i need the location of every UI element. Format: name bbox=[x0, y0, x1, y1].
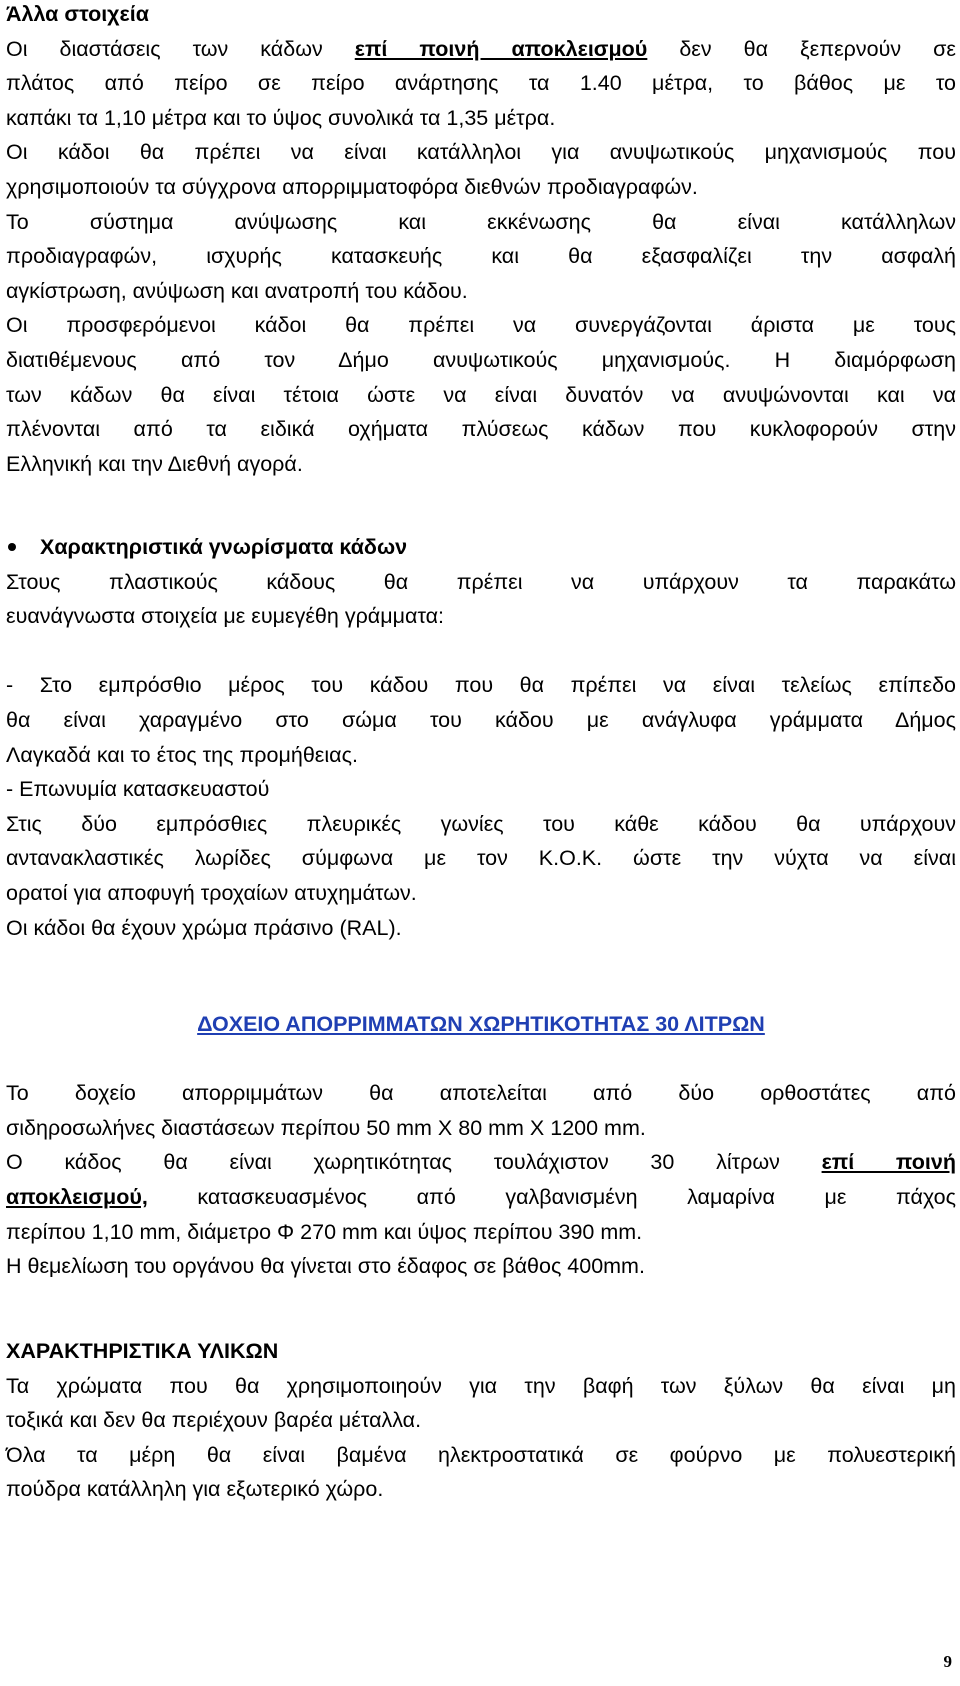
paragraph-line: χρησιμοποιούν τα σύγχρονα απορριμματοφόρα διεθνών προδιαγραφών. bbox=[6, 174, 698, 199]
section-bin-markings bbox=[6, 530, 956, 945]
paragraph-line: Στις δύο εμπρόσθιες πλευρικές γωνίες του κάθε κάδου θα υπάρχουν bbox=[6, 811, 956, 836]
paragraph-line: Όλα τα μέρη θα είναι βαμένα ηλεκτροστατικά σε φούρνο με πολυεστερική bbox=[6, 1442, 956, 1467]
paragraph-line: Οι κάδοι θα έχουν χρώμα πράσινο (RAL). bbox=[6, 915, 402, 940]
paragraph-line: Η θεμελίωση του οργάνου θα γίνεται στο έδαφος σε βάθος 400mm. bbox=[6, 1254, 645, 1279]
paragraph-line: σιδηροσωλήνες διαστάσεων περίπου 50 mm X 80 mm X 1200 mm. bbox=[6, 1115, 646, 1140]
bullet-heading bbox=[6, 530, 956, 565]
paragraph-line: των κάδων θα είναι τέτοια ώστε να είναι δυνατόν να ανυψώνονται και να bbox=[6, 382, 956, 407]
paragraph-line: καπάκι τα 1,10 μέτρα και το ύψος συνολικά τα 1,35 μέτρα. bbox=[6, 105, 556, 130]
paragraph-line: πλένονται από τα ειδικά οχήματα πλύσεως κάδων που κυκλοφορούν στην bbox=[6, 417, 956, 442]
emphasis-text: επί ποινή αποκλεισμού bbox=[354, 36, 648, 61]
paragraph-line: Τα χρώματα που θα χρησιμοποιηούν για την βαφή των ξύλων θα είναι μη bbox=[6, 1373, 956, 1398]
paragraph-line: - Επωνυμία κατασκευαστού bbox=[6, 777, 270, 802]
paragraph-line: πλάτος από πείρο σε πείρο ανάρτησης τα 1.40 μέτρα, το βάθος με το bbox=[6, 71, 956, 96]
section-other-details bbox=[6, 0, 956, 481]
paragraph-line: περίπου 1,10 mm, διάμετρο Φ 270 mm και ύψος περίπου 390 mm. bbox=[6, 1219, 643, 1244]
bullet-icon bbox=[8, 543, 16, 551]
section-materials bbox=[6, 1334, 956, 1507]
blank-line bbox=[6, 634, 956, 669]
emphasis-text: αποκλεισμού, bbox=[6, 1184, 148, 1209]
paragraph-line: διατιθέμενους από τον Δήμο ανυψωτικούς μηχανισμούς. Η διαμόρφωση bbox=[6, 347, 956, 372]
paragraph-line: Οι διαστάσεις των κάδων επί ποινή αποκλεισμού δεν θα ξεπερνούν σε bbox=[6, 36, 956, 61]
paragraph-line: πούδρα κατάλληλη για εξωτερικό χώρο. bbox=[6, 1477, 384, 1502]
section-title: Χαρακτηριστικά γνωρίσματα κάδων bbox=[40, 535, 408, 559]
paragraph-line: προδιαγραφών, ισχυρής κατασκευής και θα εξασφαλίζει την ασφαλή bbox=[6, 244, 956, 269]
paragraph-line: Ελληνική και την Διεθνή αγορά. bbox=[6, 451, 303, 476]
paragraph-line: θα είναι χαραγμένο στο σώμα του κάδου με ανάγλυφα γράμματα Δήμος bbox=[6, 707, 956, 732]
section-title: Άλλα στοιχεία bbox=[6, 2, 149, 26]
paragraph-line: αποκλεισμού, κατασκευασμένος από γαλβανισμένη λαμαρίνα με πάχος bbox=[6, 1184, 956, 1209]
paragraph-line: Το σύστημα ανύψωσης και εκκένωσης θα είναι κατάλληλων bbox=[6, 209, 956, 234]
paragraph-line: Στους πλαστικούς κάδους θα πρέπει να υπάρχουν τα παρακάτω bbox=[6, 569, 956, 594]
paragraph-line: Το δοχείο απορριμμάτων θα αποτελείται από δύο ορθοστάτες από bbox=[6, 1081, 956, 1106]
paragraph-line: τοξικά και δεν θα περιέχουν βαρέα μέταλλα. bbox=[6, 1408, 422, 1433]
blank-line bbox=[6, 1042, 956, 1077]
paragraph-line: αγκίστρωση, ανύψωση και ανατροπή του κάδου. bbox=[6, 278, 468, 303]
section-30l-bin bbox=[6, 1007, 956, 1284]
paragraph-line: ευανάγνωστα στοιχεία με ευμεγέθη γράμματα: bbox=[6, 604, 445, 629]
paragraph-line: - Στο εμπρόσθιο μέρος του κάδου που θα πρέπει να είναι τελείως επίπεδο bbox=[6, 673, 956, 698]
paragraph-line: Οι προσφερόμενοι κάδοι θα πρέπει να συνεργάζονται άριστα με τους bbox=[6, 313, 956, 338]
section-title: ΧΑΡΑΚΤΗΡΙΣΤΙΚΑ ΥΛΙΚΩΝ bbox=[6, 1339, 279, 1363]
paragraph-line: Ο κάδος θα είναι χωρητικότητας τουλάχιστον 30 λίτρων επί ποινή bbox=[6, 1150, 956, 1175]
paragraph-line: Λαγκαδά και το έτος της προμήθειας. bbox=[6, 742, 358, 767]
section-title: ΔΟΧΕΙΟ ΑΠΟΡΡΙΜΜΑΤΩΝ ΧΩΡΗΤΙΚΟΤΗΤΑΣ 30 ΛΙΤΡΩΝ bbox=[197, 1012, 765, 1036]
paragraph-line: Οι κάδοι θα πρέπει να είναι κατάλληλοι για ανυψωτικούς μηχανισμούς που bbox=[6, 140, 956, 165]
paragraph-line: ορατοί για αποφυγή τροχαίων ατυχημάτων. bbox=[6, 880, 417, 905]
emphasis-text: επί ποινή bbox=[821, 1150, 956, 1175]
page-number: 9 bbox=[943, 1652, 952, 1671]
paragraph-line: αντανακλαστικές λωρίδες σύμφωνα με τον Κ.Ο.Κ. ώστε την νύχτα να είναι bbox=[6, 846, 956, 871]
